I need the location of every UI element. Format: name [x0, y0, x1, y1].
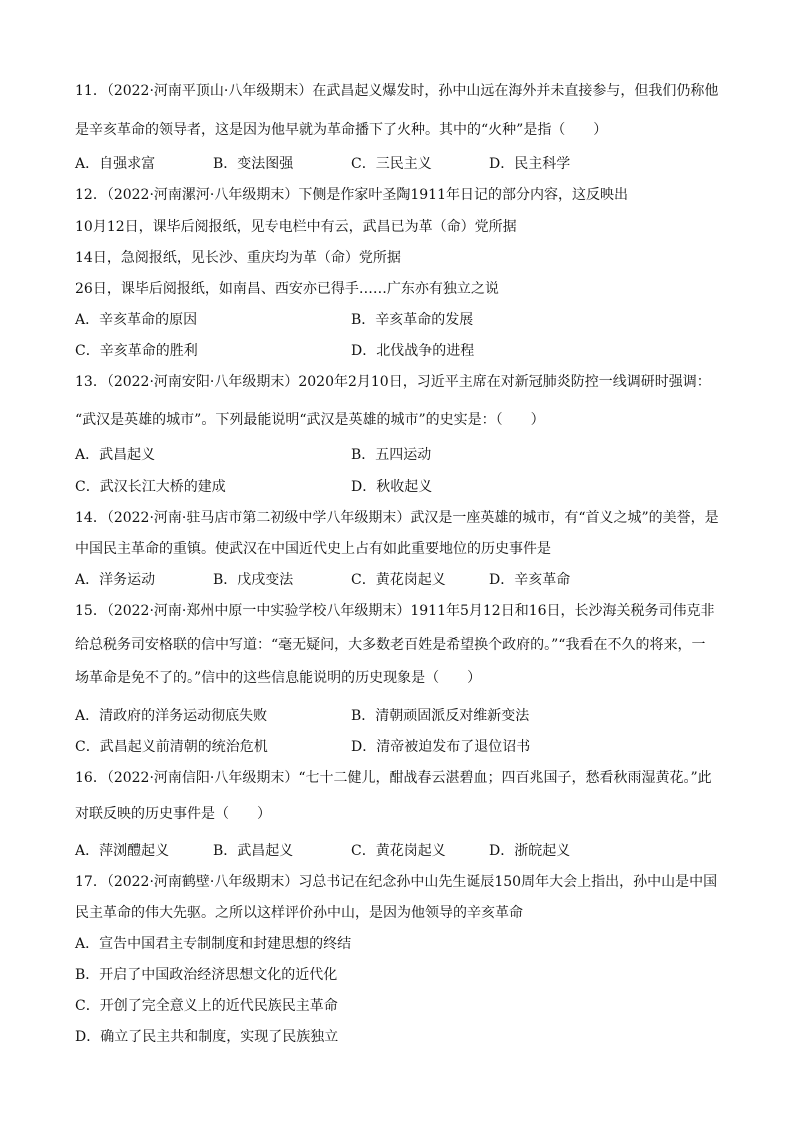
q11-option-c: C．三民主义 [351, 156, 432, 172]
q17-stem-line2: 民主革命的伟大先驱。之所以这样评价孙中山，是因为他领导的辛亥革命 [75, 905, 523, 921]
q13-option-c: C．武汉长江大桥的建成 [75, 479, 226, 495]
q12-diary-line3: 26日，课毕后阅报纸，如南昌、西安亦已得手……广东亦有独立之说 [75, 281, 499, 297]
q17-option-a: A．宣告中国君主专制制度和封建思想的终结 [75, 936, 352, 952]
q15-stem-line2: 给总税务司安格联的信中写道：“毫无疑问，大多数老百姓是希望换个政府的。”“我看在不久的将来，一 [75, 637, 706, 653]
q15-option-c: C．武昌起义前清朝的统治危机 [75, 739, 268, 755]
q14-stem-line2: 中国民主革命的重镇。使武汉在中国近代史上占有如此重要地位的历史事件是 [75, 541, 551, 557]
q12-option-c: C．辛亥革命的胜利 [75, 343, 198, 359]
q12-diary-line1: 10月12日，课毕后阅报纸，见专电栏中有云，武昌已为革（命）党所据 [75, 219, 517, 235]
q15-stem-line3: 场革命是免不了的。”信中的这些信息能说明的历史现象是（ ） [75, 670, 482, 686]
q14-option-d: D．辛亥革命 [489, 572, 571, 588]
q15-option-a: A．清政府的洋务运动彻底失败 [75, 708, 268, 724]
q17-option-c: C．开创了完全意义上的近代民族民主革命 [75, 998, 338, 1014]
q13-stem-line2: “武汉是英雄的城市”。下列最能说明“武汉是英雄的城市”的史实是：（ ） [75, 412, 545, 428]
q14-option-c: C．黄花岗起义 [351, 572, 446, 588]
q11-option-d: D．民主科学 [489, 156, 571, 172]
q16-option-b: B．武昌起义 [213, 843, 294, 859]
q11-stem-line1: 11．（2022·河南平顶山·八年级期末）在武昌起义爆发时，孙中山远在海外并未直接参与，但我们仍称他 [75, 83, 719, 99]
q14-option-a: A．洋务运动 [75, 572, 156, 588]
q11-option-a: A．自强求富 [75, 156, 156, 172]
q11-stem-line2: 是辛亥革命的领导者，这是因为他早就为革命播下了火种。其中的“火种”是指（ ） [75, 122, 608, 138]
q16-stem-line1: 16．（2022·河南信阳·八年级期末）“七十二健儿，酣战春云湛碧血；四百兆国子，愁看秋雨湿黄花。”此 [75, 770, 712, 786]
q12-option-a: A．辛亥革命的原因 [75, 312, 198, 328]
q17-stem-line1: 17．（2022·河南鹤壁·八年级期末）习总书记在纪念孙中山先生诞辰150周年大会上指出，孙中山是中国 [75, 874, 718, 890]
q11-option-b: B．变法图强 [213, 156, 294, 172]
q12-option-b: B．辛亥革命的发展 [351, 312, 474, 328]
q13-option-d: D．秋收起义 [351, 479, 433, 495]
q16-option-c: C．黄花岗起义 [351, 843, 446, 859]
q13-stem-line1: 13．（2022·河南安阳·八年级期末）2020年2月10日，习近平主席在对新冠肺炎防控一线调研时强调： [75, 374, 711, 390]
q15-option-d: D．清帝被迫发布了退位诏书 [351, 739, 531, 755]
q12-stem-line1: 12．（2022·河南漯河·八年级期末）下侧是作家叶圣陶1911年日记的部分内容，这反映出 [75, 187, 628, 203]
q12-option-d: D．北伐战争的进程 [351, 343, 475, 359]
q14-option-b: B．戊戌变法 [213, 572, 294, 588]
q13-option-a: A．武昌起义 [75, 447, 156, 463]
q12-diary-line2: 14日，急阅报纸，见长沙、重庆均为革（命）党所据 [75, 250, 401, 266]
q17-option-d: D．确立了民主共和制度，实现了民族独立 [75, 1029, 339, 1045]
q17-option-b: B．开启了中国政治经济思想文化的近代化 [75, 967, 338, 983]
q16-stem-line2: 对联反映的历史事件是（ ） [75, 806, 271, 822]
q16-option-d: D．浙皖起义 [489, 843, 571, 859]
q13-option-b: B．五四运动 [351, 447, 432, 463]
q15-stem-line1: 15．（2022·河南·郑州中原一中实验学校八年级期末）1911年5月12日和16日，长沙海关税务司伟克非 [75, 603, 715, 619]
q14-stem-line1: 14．（2022·河南·驻马店市第二初级中学八年级期末）武汉是一座英雄的城市，有“首义之城”的美誉，是 [75, 510, 719, 526]
q15-option-b: B．清朝顽固派反对维新变法 [351, 708, 530, 724]
q16-option-a: A．萍浏醴起义 [75, 843, 170, 859]
